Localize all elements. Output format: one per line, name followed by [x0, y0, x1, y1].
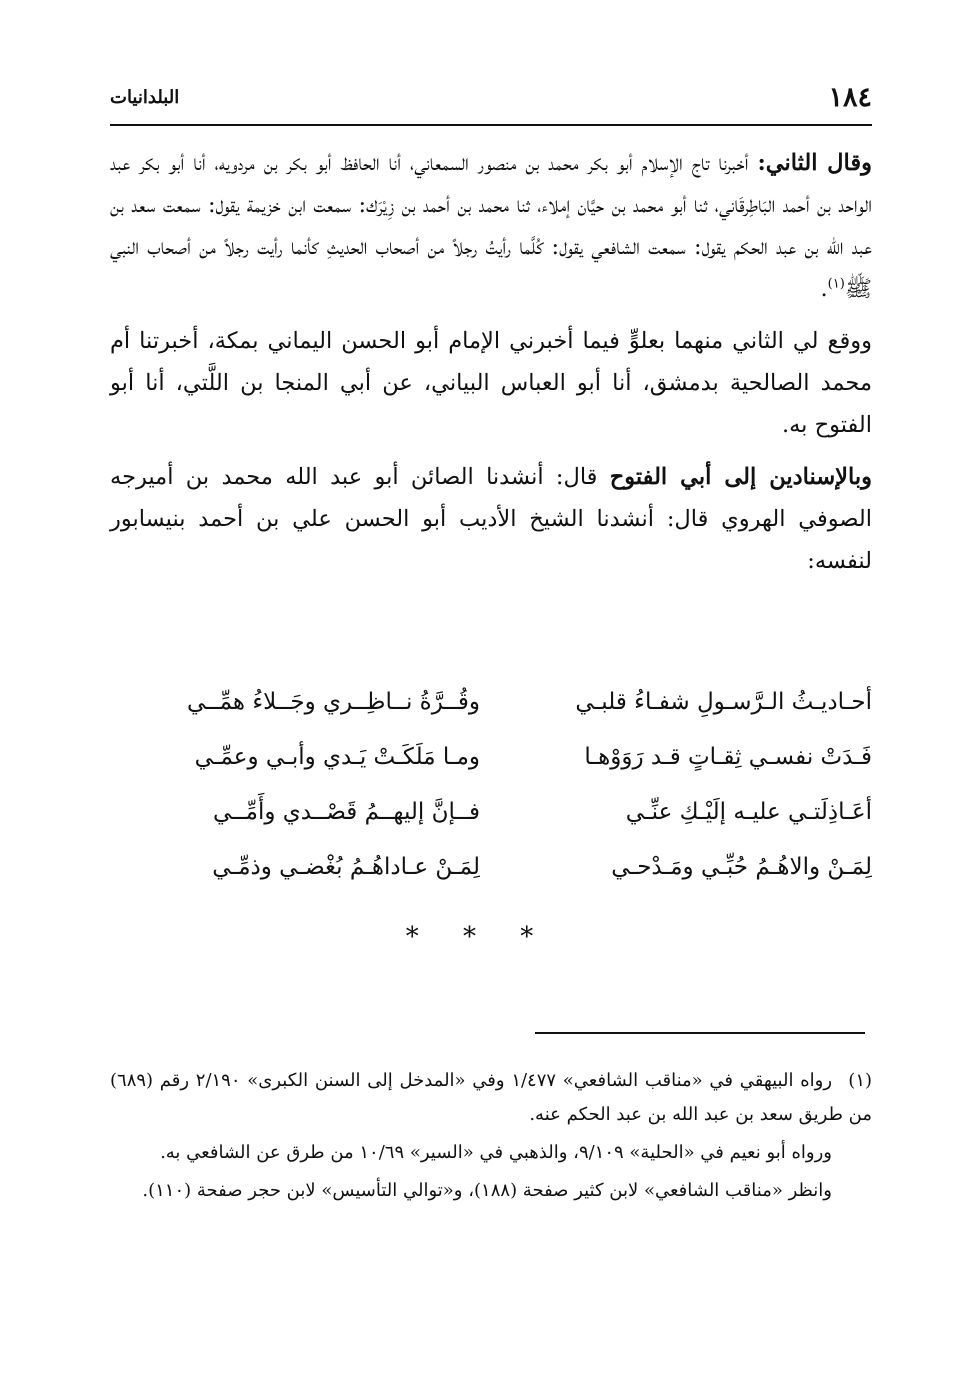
paragraph-3-text: قال: أنشدنا الصائن أبو عبد الله محمد بن أميرجه الصوفي الهروي قال: أنشدنا الشيخ الأديب أبو الحسن علي بن أحمد بنيسابور لنفسه:	[110, 464, 872, 574]
verse-4-first-hemistich: لِمَـنْ والاهُـمُ حُبِّـي ومَـدْحـي	[611, 854, 872, 880]
page-number: ١٨٤	[828, 82, 872, 113]
paragraph-3	[110, 456, 872, 582]
paragraph-1-text: أخبرنا تاج الإسلام أبو بكر محمد بن منصور السمعاني، أنا الحافظ أبو بكر بن مردويه، أنا أبو بكر عبد الواحد بن أحمد البَاطِرقَاني، ثنا أبو محمد بن حيَّان إملاء، ثنا محمد بن أحمد بن زِيْرَك: سمعت ابن خزيمة يقول: سمعت سعد بن عبد الله بن عبد الحكم يقول: سمعت الشافعي يقول: كُلَّما رأيتُ رجلاً من أصحاب الحديثِ كأنما رأيت رجلاً من أصحاب النبي ﷺ	[110, 150, 872, 302]
verse-1-second-hemistich: وقُــرَّةُ نــاظِــري وجَــلاءُ همِّــي	[186, 689, 480, 715]
poem-verse-1	[110, 675, 872, 730]
paragraph-1	[110, 142, 872, 310]
footnote-ref-1[interactable]: (١)	[827, 276, 845, 292]
poem-verse-4	[110, 840, 872, 895]
footnote-rule	[535, 1032, 865, 1034]
footnotes	[110, 1064, 872, 1212]
verse-3-first-hemistich: أعَـاذِلَتـي عليـه إلَيْـكِ عنِّـي	[625, 799, 872, 825]
paragraph-3-lead: وبالإسنادين إلى أبي الفتوح	[609, 464, 872, 490]
page-header	[110, 78, 872, 118]
verse-2-first-hemistich: فَـدَتْ نفسـي ثِقـاتٍ قـد رَوَوْهـا	[584, 744, 872, 770]
footnote-1-number: (١)	[848, 1070, 873, 1091]
paragraph-2: ووقع لي الثاني منهما بعلوٍّ فيما أخبرني الإمام أبو الحسن اليماني بمكة، أخبرتنا أم محمد الصالحية بدمشق، أنا أبو العباس البياني، عن أبي المنجا بن اللَّتي، أنا أبو الفتوح به.	[110, 328, 872, 438]
main-text	[110, 142, 872, 592]
footnote-1-text: رواه البيهقي في «مناقب الشافعي» ١/٤٧٧ وفي «المدخل إلى السنن الكبرى» ٢/١٩٠ رقم (٦٨٩) من طريق سعد بن عبد الله بن عبد الحكم عنه.	[110, 1070, 872, 1125]
poem-verse-3	[110, 785, 872, 840]
verse-3-second-hemistich: فــإنَّ إليهــمُ قَصْــدي وأَمِّــي	[213, 799, 480, 825]
poem-verse-2	[110, 730, 872, 785]
paragraph-1-end: .	[820, 276, 828, 302]
header-rule	[110, 124, 872, 126]
section-separator: * * *	[405, 922, 552, 952]
verse-4-second-hemistich: لِمَـنْ عـاداهُـمُ بُغْضـي وذمِّـي	[212, 854, 480, 880]
footnote-1-continuation-1: ورواه أبو نعيم في «الحلية» ٩/١٠٩، والذهبي في «السير» ١٠/٦٩ من طرق عن الشافعي به.	[160, 1142, 832, 1163]
running-title: البلدانيات	[110, 87, 180, 108]
paragraph-1-lead: وقال الثاني:	[757, 150, 872, 176]
verse-2-second-hemistich: ومـا مَلَكَـتْ يَـدي وأبـي وعمِّـي	[194, 744, 480, 770]
footnote-1	[110, 1064, 872, 1132]
footnote-1-continuation-2: وانظر «مناقب الشافعي» لابن كثير صفحة (١٨٨)، و«توالي التأسيس» لابن حجر صفحة (١١٠).	[142, 1180, 832, 1201]
verse-1-first-hemistich: أحـاديـثُ الـرَّسـولِ شفـاءُ قلبـي	[575, 689, 872, 715]
poem	[110, 675, 872, 895]
